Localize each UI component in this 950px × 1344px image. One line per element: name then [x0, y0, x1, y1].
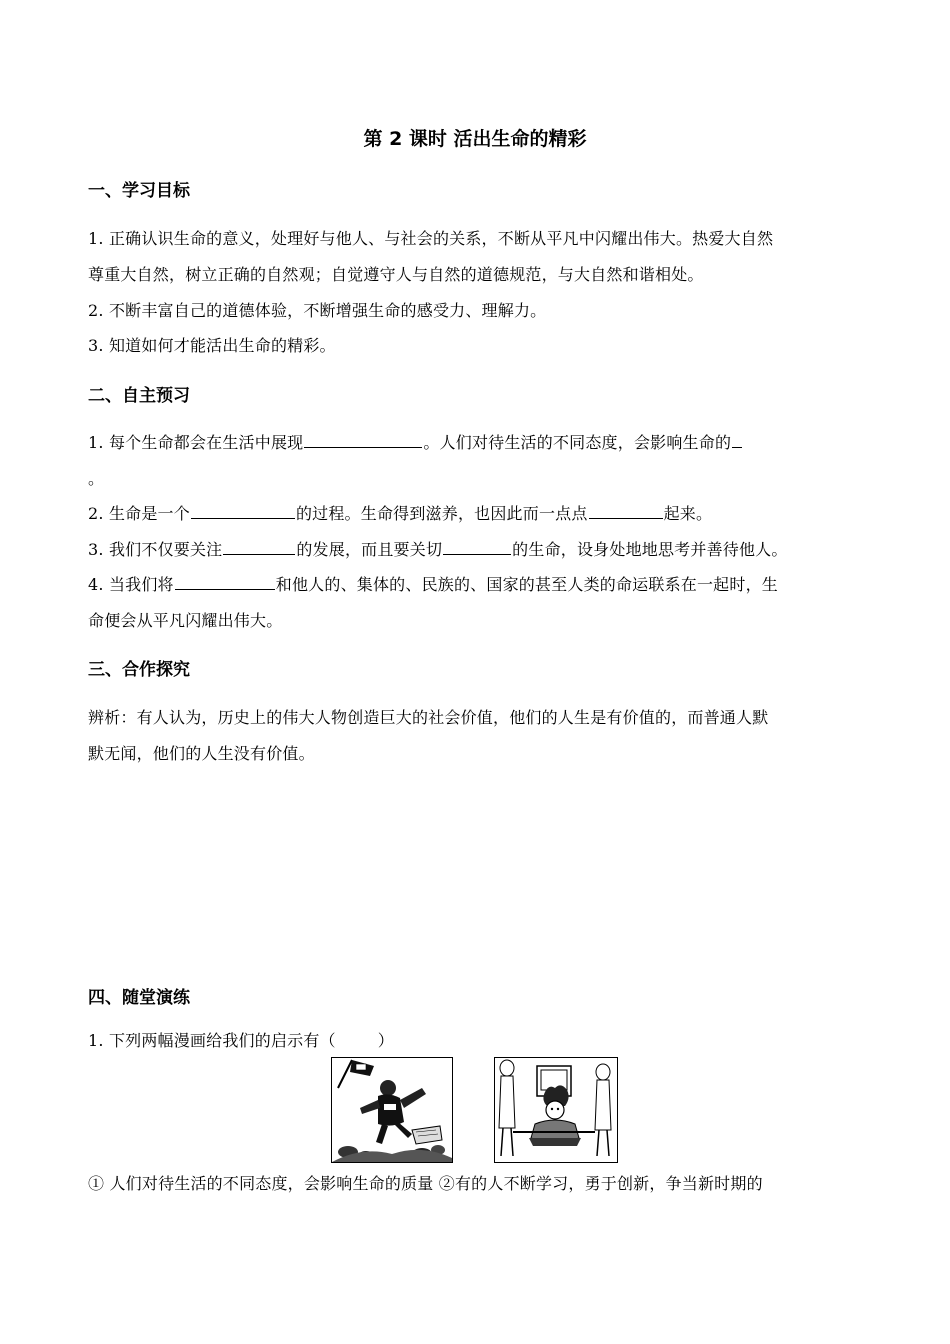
fill-blank[interactable]	[223, 538, 295, 555]
page-title: 第 2 课时 活出生命的精彩	[363, 128, 587, 150]
q3-text-c: 的生命，设身处地地思考并善待他人。	[512, 540, 788, 559]
fill-blank[interactable]	[191, 502, 295, 519]
carried-man-illustration	[495, 1058, 617, 1162]
preview-question-1	[88, 430, 743, 453]
preview-question-4	[88, 572, 778, 595]
cartoon-right-image	[494, 1057, 618, 1163]
q4-text-b: 和他人的、集体的、民族的、国家的甚至人类的命运联系在一起时，生	[275, 575, 778, 594]
practice-q1-text: 1. 下列两幅漫画给我们的启示有（	[88, 1031, 336, 1050]
goal-line-2: 尊重大自然，树立正确的自然观；自觉遵守人与自然的道德规范，与大自然和谐相处。	[88, 265, 704, 284]
flag-bearer-illustration	[332, 1058, 452, 1162]
fill-blank[interactable]	[304, 431, 422, 448]
inquiry-line-2: 默无闻，他们的人生没有价值。	[88, 744, 315, 763]
q1-text-a: 1. 每个生命都会在生活中展现	[88, 433, 304, 452]
q2-text-c: 起来。	[663, 504, 713, 523]
preview-question-1-cont: 。	[88, 469, 105, 488]
goal-line-1: 1. 正确认识生命的意义，处理好与他人、与社会的关系，不断从平凡中闪耀出伟大。热爱大自然	[88, 229, 774, 248]
q1-text-b: 。人们对待生活的不同态度，会影响生命的	[423, 433, 732, 452]
fill-blank[interactable]	[443, 538, 511, 555]
cartoon-left-image	[331, 1057, 453, 1163]
q2-text-a: 2. 生命是一个	[88, 504, 190, 523]
preview-question-4-cont: 命便会从平凡闪耀出伟大。	[88, 611, 283, 630]
q3-text-a: 3. 我们不仅要关注	[88, 540, 223, 559]
practice-option-line: ① 人们对待生活的不同态度，会影响生命的质量 ②有的人不断学习，勇于创新，争当新时期的	[88, 1174, 763, 1193]
heading-classroom-practice: 四、随堂演练	[88, 988, 190, 1008]
goal-line-3: 2. 不断丰富自己的道德体验，不断增强生命的感受力、理解力。	[88, 301, 547, 320]
heading-learning-goals: 一、学习目标	[88, 181, 190, 201]
practice-q1-close: ）	[377, 1031, 394, 1050]
q4-text-a: 4. 当我们将	[88, 575, 174, 594]
heading-self-preview: 二、自主预习	[88, 386, 190, 406]
q2-text-b: 的过程。生命得到滋养，也因此而一点点	[295, 504, 588, 523]
heading-cooperative-inquiry: 三、合作探究	[88, 660, 190, 680]
goal-line-4: 3. 知道如何才能活出生命的精彩。	[88, 336, 336, 355]
preview-question-2	[88, 501, 712, 524]
q3-text-b: 的发展，而且要关切	[296, 540, 443, 559]
fill-blank[interactable]	[732, 431, 742, 448]
fill-blank[interactable]	[589, 502, 663, 519]
inquiry-line-1: 辨析：有人认为，历史上的伟大人物创造巨大的社会价值，他们的人生是有价值的，而普通人默	[88, 708, 769, 727]
practice-question-1	[88, 1028, 394, 1051]
fill-blank[interactable]	[175, 573, 275, 590]
preview-question-3	[88, 537, 788, 560]
